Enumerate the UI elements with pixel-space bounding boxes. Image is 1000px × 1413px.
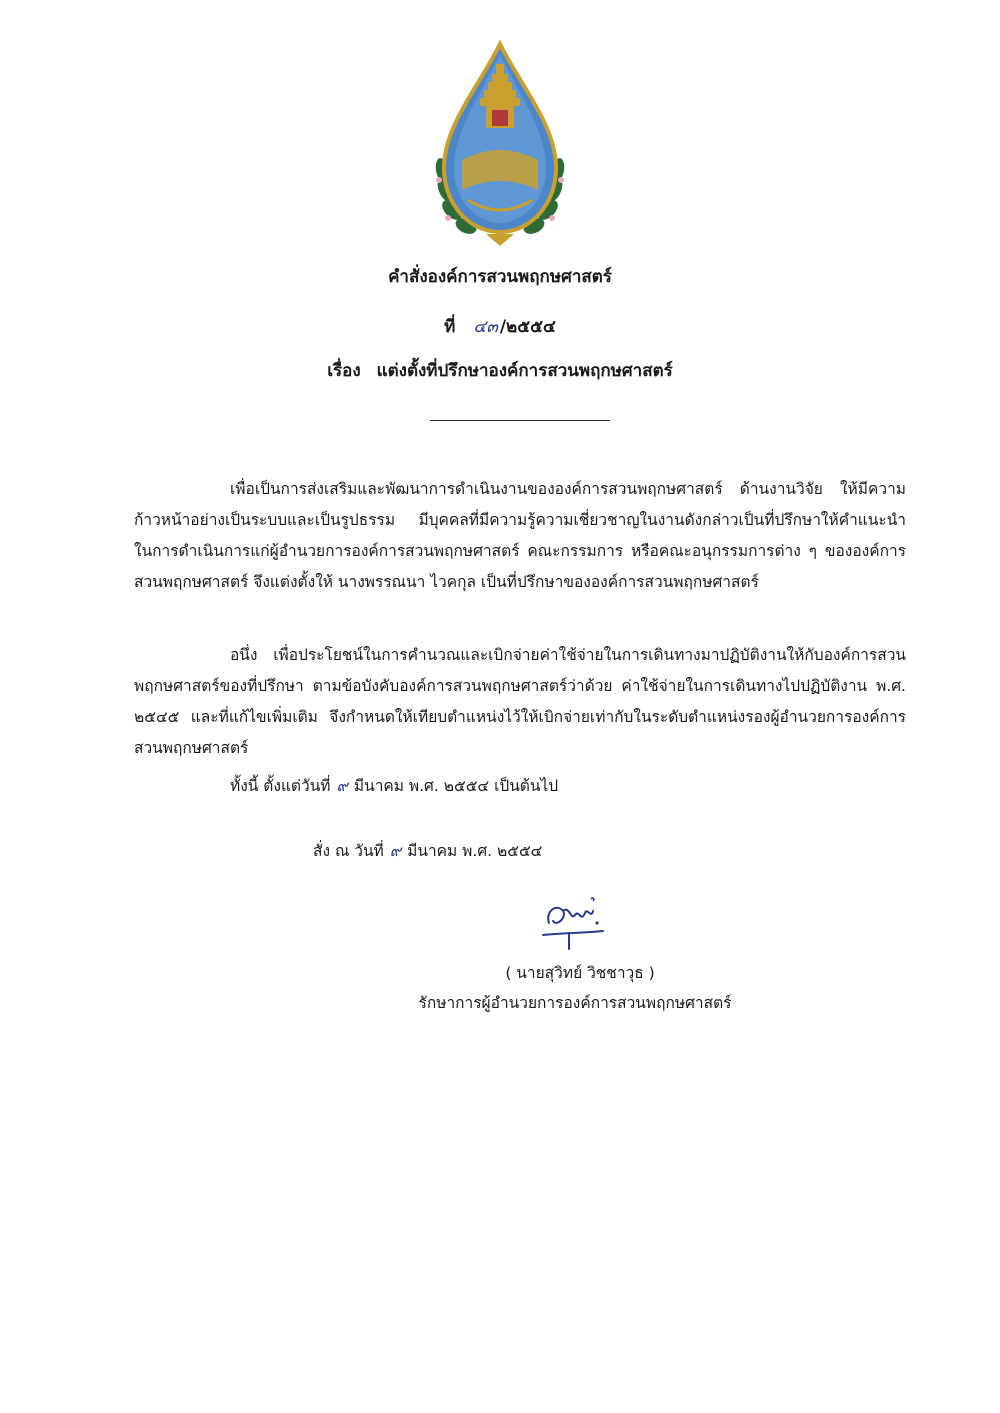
given-prefix: สั่ง ณ วันที่ [313,842,384,860]
effective-suffix: มีนาคม พ.ศ. ๒๕๕๔ เป็นต้นไป [353,777,559,795]
order-heading: คำสั่งองค์การสวนพฤกษศาสตร์ [388,267,612,287]
effective-prefix: ทั้งนี้ ตั้งแต่วันที่ [230,777,331,795]
effective-date-line [230,773,558,798]
order-number-label: ที่ [444,317,456,337]
subject-label: เรื่อง [327,361,361,381]
given-day: ๙ [389,842,402,860]
order-number-suffix: /๒๕๕๔ [499,317,556,337]
signer-position: รักษาการผู้อำนวยการองค์การสวนพฤกษศาสตร์ [418,994,732,1012]
order-subject-line [0,357,1000,384]
body-paragraph-1: เพื่อเป็นการส่งเสริมและพัฒนาการดำเนินงานขององค์การสวนพฤกษศาสตร์ ด้านงานวิจัย ให้มีความก้าวหน้าอย่างเป็นระบบและเป็นรูปธรรม มีบุคคลที่มีความรู้ความเชี่ยวชาญในงานดังกล่าวเป็นที่ปรึกษาให้คำแนะนำ ในการดำเนินการแก่ผู้อำนวยการองค์การสวนพฤกษศาสตร์ คณะกรรมการ หรือคณะอนุกรรมการต่าง ๆ ขององค์การสวนพฤกษศาสตร์ จึงแต่งตั้งให้ นางพรรณนา ไวคกุล เป็นที่ปรึกษาขององค์การสวนพฤกษศาสตร์ [134,480,906,591]
effective-day: ๙ [336,777,348,795]
given-suffix: มีนาคม พ.ศ. ๒๕๕๔ [407,842,543,860]
handwritten-signature [535,893,610,955]
heading-divider [430,420,610,421]
subject-text: แต่งตั้งที่ปรึกษาองค์การสวนพฤกษศาสตร์ [376,361,673,381]
order-number-value: ๔๓ [473,317,498,337]
order-number-line [0,313,1000,340]
signer-name: ( นายสุวิทย์ วิชชาวุธ ) [505,964,655,982]
given-date-line [313,838,542,863]
body-paragraph-2: อนึ่ง เพื่อประโยชน์ในการคำนวณและเบิกจ่ายค่าใช้จ่ายในการเดินทางมาปฏิบัติงานให้กับองค์การสวนพฤกษศาสตร์ของที่ปรึกษา ตามข้อบังคับองค์การสวนพฤกษศาสตร์ว่าด้วย ค่าใช้จ่ายในการเดินทางไปปฏิบัติงาน พ.ศ. ๒๕๔๕ และที่แก้ไขเพิ่มเติม จึงกำหนดให้เทียบตำแหน่งไว้ให้เบิกจ่ายเท่ากับในระดับตำแหน่งรองผู้อำนวยการองค์การสวนพฤกษศาสตร์ [134,646,906,757]
organization-emblem-logo [428,40,572,250]
